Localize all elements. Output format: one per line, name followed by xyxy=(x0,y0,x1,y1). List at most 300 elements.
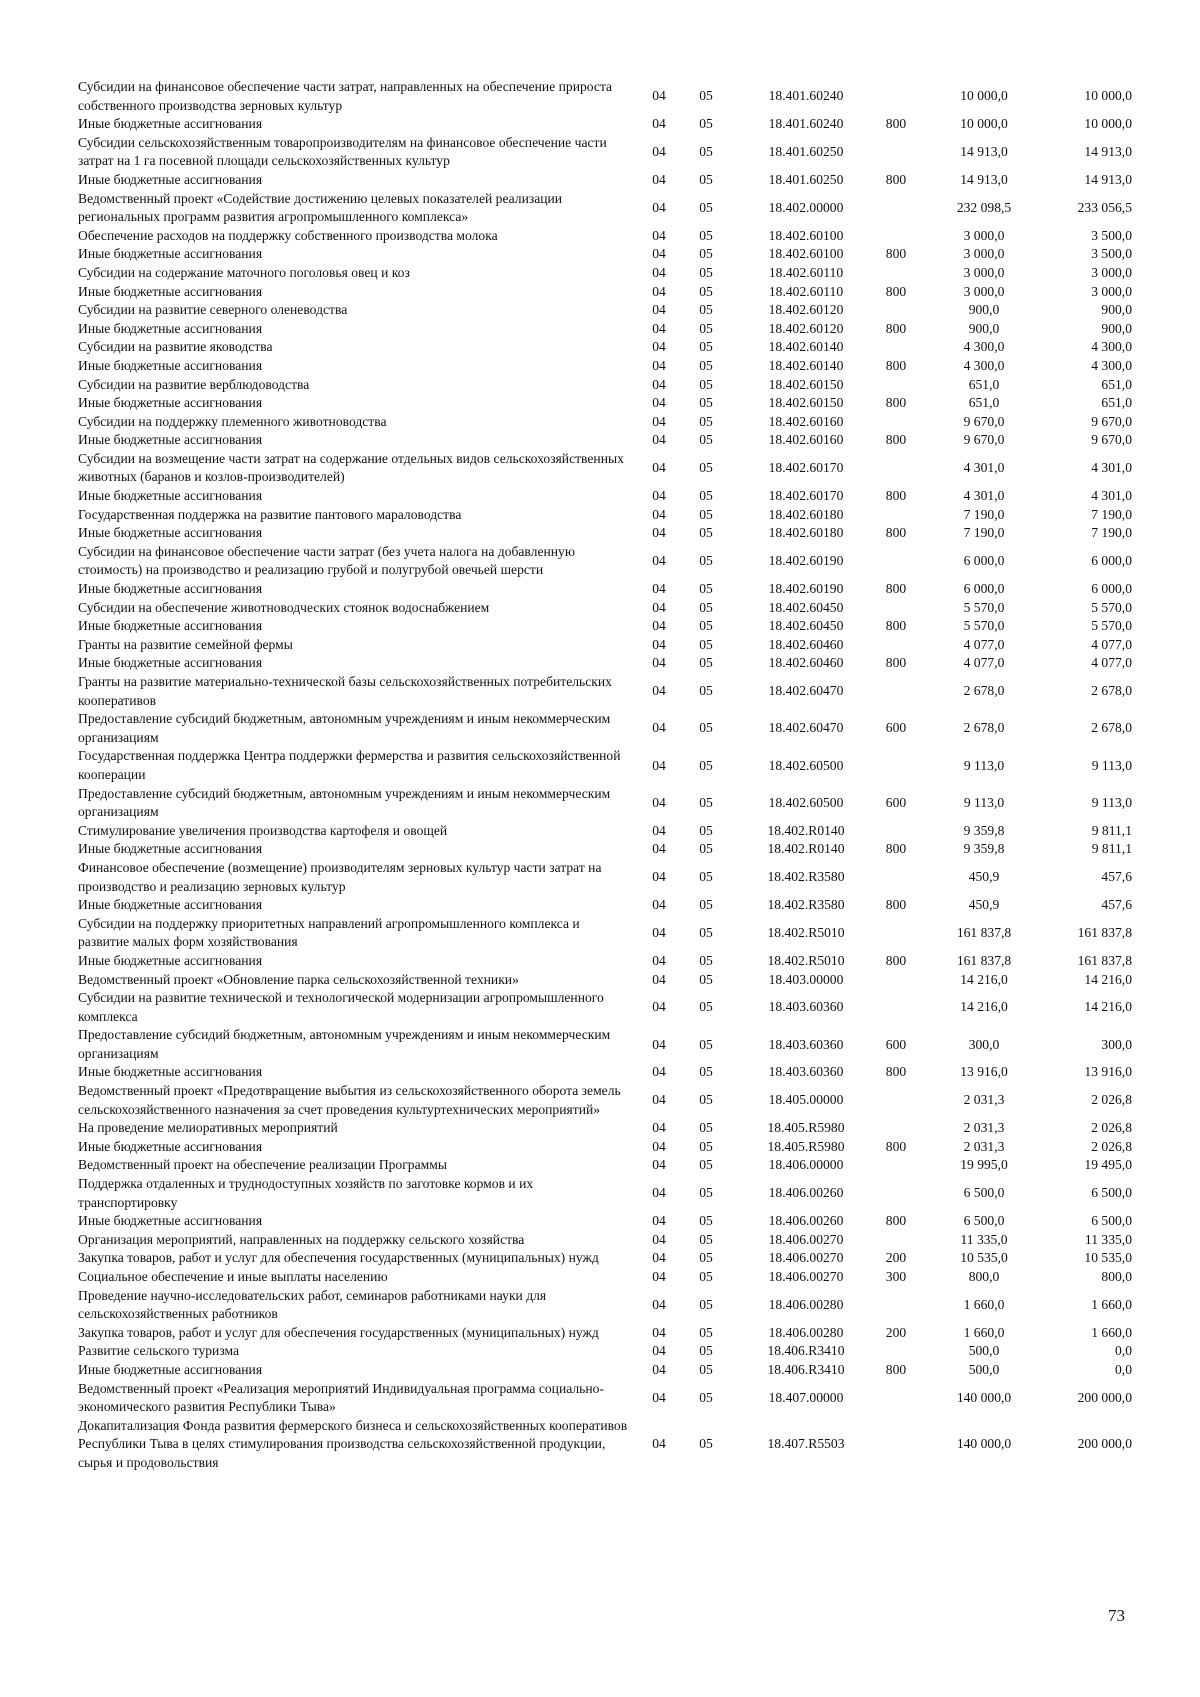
row-name: Предоставление субсидий бюджетным, автономным учреждениям и иным некоммерческим организациям xyxy=(78,785,611,820)
subsection-code: 05 xyxy=(699,488,713,504)
subsection-code: 05 xyxy=(699,302,713,318)
amount-year-2: 800,0 xyxy=(1101,1269,1132,1284)
row-name: Финансовое обеспечение (возмещение) производителям зерновых культур части затрат на производство и реализацию зерновых культур xyxy=(78,859,602,894)
amount-year-2: 6 000,0 xyxy=(1091,581,1132,597)
amount-year-1: 4 300,0 xyxy=(963,357,1005,373)
expense-type-code xyxy=(872,1380,920,1417)
table-row xyxy=(78,747,1138,784)
amount-year-2: 4 077,0 xyxy=(1091,655,1132,671)
table-row xyxy=(78,1324,1138,1343)
table-row xyxy=(78,673,1138,710)
section-code: 04 xyxy=(652,1138,666,1154)
amount-year-2: 0,0 xyxy=(1115,1343,1132,1359)
section-code: 04 xyxy=(652,246,666,262)
subsection-code: 05 xyxy=(699,553,713,569)
row-name: Ведомственный проект на обеспечение реализации Программы xyxy=(78,1157,447,1173)
section-code: 04 xyxy=(652,1324,666,1340)
expense-type-code xyxy=(872,450,920,487)
expense-type-code: 800 xyxy=(885,116,907,132)
subsection-code: 05 xyxy=(699,822,713,838)
expense-type-code: 800 xyxy=(885,1064,907,1080)
subsection-code: 05 xyxy=(699,683,713,699)
amount-year-1: 9 670,0 xyxy=(963,432,1005,448)
expense-type-code: 800 xyxy=(885,357,907,373)
row-name: Государственная поддержка Центра поддержки фермерства и развития сельскохозяйственной кооперации xyxy=(78,748,621,782)
subsection-code: 05 xyxy=(699,999,713,1015)
section-code: 04 xyxy=(652,88,666,104)
amount-year-1: 9 113,0 xyxy=(963,794,1005,810)
amount-year-1: 2 678,0 xyxy=(963,720,1005,736)
expense-type-code: 200 xyxy=(885,1324,907,1340)
section-code: 04 xyxy=(652,952,666,968)
row-name: Развитие сельского туризма xyxy=(78,1343,240,1359)
target-article-code: 18.406.00280 xyxy=(768,1324,844,1340)
row-name: Организация мероприятий, направленных на поддержку сельского хозяйства xyxy=(78,1231,525,1247)
section-code: 04 xyxy=(652,376,666,392)
section-code: 04 xyxy=(652,636,666,652)
amount-year-2: 4 077,0 xyxy=(1091,636,1132,652)
amount-year-2: 14 913,0 xyxy=(1084,171,1132,187)
subsection-code: 05 xyxy=(699,525,713,541)
amount-year-1: 6 000,0 xyxy=(963,553,1005,569)
amount-year-2: 4 300,0 xyxy=(1091,339,1132,355)
amount-year-2: 9 811,1 xyxy=(1091,841,1132,857)
amount-year-1: 9 670,0 xyxy=(963,413,1005,429)
expense-type-code: 800 xyxy=(885,320,907,336)
target-article-code: 18.403.00000 xyxy=(768,971,844,987)
target-article-code: 18.402.60140 xyxy=(768,339,844,355)
target-article-code: 18.402.60450 xyxy=(768,599,844,615)
row-name: Субсидии на развитие яководства xyxy=(78,339,273,355)
target-article-code: 18.406.00270 xyxy=(768,1231,844,1247)
row-name: Иные бюджетные ассигнования xyxy=(78,283,263,299)
subsection-code: 05 xyxy=(699,1120,713,1136)
section-code: 04 xyxy=(652,841,666,857)
amount-year-2: 9 670,0 xyxy=(1091,432,1132,448)
row-name: Иные бюджетные ассигнования xyxy=(78,171,263,187)
amount-year-2: 457,6 xyxy=(1101,869,1132,885)
expense-type-code: 800 xyxy=(885,897,907,913)
row-name: Иные бюджетные ассигнования xyxy=(78,581,263,597)
expense-type-code xyxy=(872,1175,920,1212)
subsection-code: 05 xyxy=(699,1269,713,1284)
table-row xyxy=(78,245,1138,264)
row-name: Субсидии на возмещение части затрат на содержание отдельных видов сельскохозяйственных животных (баранов и козлов-производителей) xyxy=(78,450,624,485)
expense-type-code xyxy=(872,599,920,618)
expense-type-code: 800 xyxy=(885,283,907,299)
target-article-code: 18.402.60180 xyxy=(768,525,844,541)
row-name: Иные бюджетные ассигнования xyxy=(78,1138,263,1154)
amount-year-1: 232 098,5 xyxy=(956,199,1012,215)
expense-type-code: 800 xyxy=(885,655,907,671)
subsection-code: 05 xyxy=(699,1324,713,1340)
amount-year-2: 900,0 xyxy=(1101,320,1132,336)
amount-year-2: 3 000,0 xyxy=(1091,264,1132,280)
amount-year-2: 19 495,0 xyxy=(1084,1157,1132,1173)
amount-year-2: 4 301,0 xyxy=(1091,488,1132,504)
section-code: 04 xyxy=(652,553,666,569)
amount-year-2: 9 113,0 xyxy=(1091,794,1132,810)
table-row xyxy=(78,320,1138,339)
section-code: 04 xyxy=(652,794,666,810)
expense-type-code xyxy=(872,1342,920,1361)
table-row xyxy=(78,376,1138,395)
page-number: 73 xyxy=(1108,1606,1125,1625)
row-name: Субсидии на финансовое обеспечение части затрат (без учета налога на добавленную стоимость) на производство и реализацию грубой и полугрубой овечьей шерсти xyxy=(78,543,575,578)
expense-type-code xyxy=(872,636,920,655)
subsection-code: 05 xyxy=(699,432,713,448)
section-code: 04 xyxy=(652,302,666,318)
section-code: 04 xyxy=(652,869,666,885)
table-row xyxy=(78,1417,1138,1473)
table-row xyxy=(78,1063,1138,1082)
row-name: Ведомственный проект «Обновление парка сельскохозяйственной техники» xyxy=(78,971,519,987)
subsection-code: 05 xyxy=(699,1361,713,1377)
amount-year-1: 7 190,0 xyxy=(963,506,1005,522)
row-name: Иные бюджетные ассигнования xyxy=(78,488,263,504)
target-article-code: 18.402.R5010 xyxy=(767,952,845,968)
amount-year-2: 3 000,0 xyxy=(1091,283,1132,299)
subsection-code: 05 xyxy=(699,618,713,634)
table-row xyxy=(78,1026,1138,1063)
expense-type-code: 600 xyxy=(885,1036,907,1052)
expense-type-code xyxy=(872,1119,920,1138)
amount-year-2: 1 660,0 xyxy=(1091,1324,1132,1340)
amount-year-1: 5 570,0 xyxy=(963,618,1005,634)
expense-type-code: 200 xyxy=(885,1250,907,1266)
subsection-code: 05 xyxy=(699,1213,713,1229)
target-article-code: 18.402.60500 xyxy=(768,757,844,773)
target-article-code: 18.402.60170 xyxy=(768,460,844,476)
amount-year-1: 2 678,0 xyxy=(963,683,1005,699)
expense-type-code xyxy=(872,989,920,1026)
table-row xyxy=(78,301,1138,320)
row-name: Иные бюджетные ассигнования xyxy=(78,395,263,411)
expense-type-code xyxy=(872,1231,920,1250)
amount-year-2: 1 660,0 xyxy=(1091,1296,1132,1312)
subsection-code: 05 xyxy=(699,199,713,215)
subsection-code: 05 xyxy=(699,869,713,885)
section-code: 04 xyxy=(652,1157,666,1173)
target-article-code: 18.402.00000 xyxy=(768,199,844,215)
amount-year-2: 7 190,0 xyxy=(1091,525,1132,541)
subsection-code: 05 xyxy=(699,264,713,280)
row-name: Ведомственный проект «Реализация мероприятий Индивидуальная программа социально-экономического развития Республики Тыва» xyxy=(78,1380,604,1415)
budget-table xyxy=(78,78,1138,1473)
table-row xyxy=(78,1380,1138,1417)
table-row xyxy=(78,227,1138,246)
row-name: Иные бюджетные ассигнования xyxy=(78,618,263,634)
section-code: 04 xyxy=(652,432,666,448)
amount-year-1: 19 995,0 xyxy=(960,1157,1008,1173)
section-code: 04 xyxy=(652,171,666,187)
section-code: 04 xyxy=(652,199,666,215)
expense-type-code xyxy=(872,673,920,710)
section-code: 04 xyxy=(652,357,666,373)
row-name: Социальное обеспечение и иные выплаты населению xyxy=(78,1269,388,1284)
row-name: Иные бюджетные ассигнования xyxy=(78,246,263,262)
amount-year-1: 1 660,0 xyxy=(963,1324,1005,1340)
amount-year-1: 13 916,0 xyxy=(960,1064,1008,1080)
section-code: 04 xyxy=(652,757,666,773)
row-name: Государственная поддержка на развитие пантового мараловодства xyxy=(78,506,462,522)
table-row xyxy=(78,115,1138,134)
amount-year-1: 3 000,0 xyxy=(963,227,1005,243)
row-name: Закупка товаров, работ и услуг для обеспечения государственных (муниципальных) нужд xyxy=(78,1250,599,1266)
amount-year-2: 2 026,8 xyxy=(1091,1120,1132,1136)
section-code: 04 xyxy=(652,525,666,541)
amount-year-2: 6 500,0 xyxy=(1091,1213,1132,1229)
row-name: Субсидии на поддержку племенного животноводства xyxy=(78,413,387,429)
section-code: 04 xyxy=(652,897,666,913)
row-name: Иные бюджетные ассигнования xyxy=(78,655,263,671)
amount-year-1: 6 500,0 xyxy=(963,1185,1005,1201)
target-article-code: 18.402.60160 xyxy=(768,413,844,429)
section-code: 04 xyxy=(652,1296,666,1312)
target-article-code: 18.402.60460 xyxy=(768,636,844,652)
section-code: 04 xyxy=(652,1436,666,1452)
target-article-code: 18.402.60150 xyxy=(768,376,844,392)
amount-year-1: 450,9 xyxy=(968,897,1000,913)
table-row xyxy=(78,1361,1138,1380)
expense-type-code: 800 xyxy=(885,525,907,541)
amount-year-1: 651,0 xyxy=(968,376,1000,392)
target-article-code: 18.402.R3580 xyxy=(767,897,845,913)
subsection-code: 05 xyxy=(699,581,713,597)
subsection-code: 05 xyxy=(699,1250,713,1266)
table-row xyxy=(78,710,1138,747)
row-name: Субсидии на развитие технической и технологической модернизации агропромышленного комплекса xyxy=(78,990,604,1024)
table-row xyxy=(78,1249,1138,1268)
table-row xyxy=(78,450,1138,487)
table-row xyxy=(78,1119,1138,1138)
row-name: Субсидии на поддержку приоритетных направлений агропромышленного комплекса и развитие малых форм хозяйствования xyxy=(78,915,580,950)
amount-year-2: 233 056,5 xyxy=(1077,199,1132,215)
row-name: Поддержка отдаленных и труднодоступных хозяйств по заготовке кормов и их транспортировку xyxy=(78,1176,534,1210)
expense-type-code xyxy=(872,264,920,283)
table-row xyxy=(78,413,1138,432)
section-code: 04 xyxy=(652,655,666,671)
target-article-code: 18.405.R5980 xyxy=(767,1120,845,1136)
amount-year-2: 200 000,0 xyxy=(1077,1436,1132,1452)
amount-year-1: 6 500,0 xyxy=(963,1213,1005,1229)
expense-type-code: 800 xyxy=(885,841,907,857)
amount-year-1: 7 190,0 xyxy=(963,525,1005,541)
target-article-code: 18.402.R5010 xyxy=(767,925,845,941)
section-code: 04 xyxy=(652,1361,666,1377)
table-row xyxy=(78,952,1138,971)
section-code: 04 xyxy=(652,1185,666,1201)
table-row xyxy=(78,989,1138,1026)
amount-year-2: 651,0 xyxy=(1101,376,1132,392)
subsection-code: 05 xyxy=(699,320,713,336)
amount-year-1: 4 301,0 xyxy=(963,488,1005,504)
table-row xyxy=(78,599,1138,618)
table-row xyxy=(78,431,1138,450)
table-row xyxy=(78,859,1138,896)
amount-year-1: 2 031,3 xyxy=(963,1092,1005,1108)
target-article-code: 18.402.60100 xyxy=(768,227,844,243)
amount-year-1: 4 301,0 xyxy=(963,460,1005,476)
expense-type-code xyxy=(872,1287,920,1324)
amount-year-1: 3 000,0 xyxy=(963,264,1005,280)
row-name: Иные бюджетные ассигнования xyxy=(78,897,263,913)
target-article-code: 18.402.60190 xyxy=(768,581,844,597)
amount-year-2: 2 678,0 xyxy=(1091,683,1132,699)
amount-year-2: 4 301,0 xyxy=(1091,460,1132,476)
section-code: 04 xyxy=(652,822,666,838)
expense-type-code xyxy=(872,190,920,227)
target-article-code: 18.402.R0140 xyxy=(767,841,845,857)
row-name: Ведомственный проект «Предотвращение выбытия из сельскохозяйственного оборота земель сельскохозяйственного назначения за счет проведения культуртехнических мероприятий» xyxy=(78,1083,621,1117)
amount-year-1: 300,0 xyxy=(968,1036,1000,1052)
target-article-code: 18.406.00000 xyxy=(768,1157,844,1173)
subsection-code: 05 xyxy=(699,1036,713,1052)
table-row xyxy=(78,264,1138,283)
table-row xyxy=(78,506,1138,525)
section-code: 04 xyxy=(652,1231,666,1247)
subsection-code: 05 xyxy=(699,88,713,104)
target-article-code: 18.402.R3580 xyxy=(767,869,845,885)
row-name: Субсидии на развитие северного оленеводства xyxy=(78,302,348,318)
subsection-code: 05 xyxy=(699,1157,713,1173)
amount-year-1: 3 000,0 xyxy=(963,246,1005,262)
target-article-code: 18.402.60500 xyxy=(768,794,844,810)
row-name: Субсидии на содержание маточного поголовья овец и коз xyxy=(78,264,410,280)
target-article-code: 18.406.00260 xyxy=(768,1185,844,1201)
subsection-code: 05 xyxy=(699,1231,713,1247)
amount-year-2: 9 811,1 xyxy=(1091,822,1132,838)
target-article-code: 18.402.60110 xyxy=(768,264,844,280)
table-row xyxy=(78,171,1138,190)
section-code: 04 xyxy=(652,1250,666,1266)
section-code: 04 xyxy=(652,1269,666,1284)
expense-type-code xyxy=(872,971,920,990)
table-row xyxy=(78,915,1138,952)
row-name: Иные бюджетные ассигнования xyxy=(78,1064,263,1080)
amount-year-2: 9 670,0 xyxy=(1091,413,1132,429)
row-name: Субсидии на обеспечение животноводческих стоянок водоснабжением xyxy=(78,599,490,615)
amount-year-1: 4 077,0 xyxy=(963,655,1005,671)
expense-type-code: 800 xyxy=(885,618,907,634)
amount-year-2: 5 570,0 xyxy=(1091,618,1132,634)
target-article-code: 18.406.R3410 xyxy=(767,1361,845,1377)
subsection-code: 05 xyxy=(699,376,713,392)
amount-year-2: 2 026,8 xyxy=(1091,1138,1132,1154)
subsection-code: 05 xyxy=(699,1092,713,1108)
amount-year-2: 3 500,0 xyxy=(1091,246,1132,262)
amount-year-2: 2 026,8 xyxy=(1091,1092,1132,1108)
target-article-code: 18.403.60360 xyxy=(768,1036,844,1052)
table-row xyxy=(78,1231,1138,1250)
amount-year-1: 161 837,8 xyxy=(956,952,1012,968)
target-article-code: 18.402.60120 xyxy=(768,302,844,318)
target-article-code: 18.405.R5980 xyxy=(767,1138,845,1154)
row-name: Иные бюджетные ассигнования xyxy=(78,952,263,968)
expense-type-code xyxy=(872,822,920,841)
table-row xyxy=(78,971,1138,990)
table-row xyxy=(78,1156,1138,1175)
target-article-code: 18.401.60250 xyxy=(768,144,844,160)
amount-year-1: 4 300,0 xyxy=(963,339,1005,355)
target-article-code: 18.402.60100 xyxy=(768,246,844,262)
expense-type-code: 800 xyxy=(885,952,907,968)
amount-year-2: 14 913,0 xyxy=(1084,144,1132,160)
amount-year-1: 140 000,0 xyxy=(956,1389,1012,1405)
expense-type-code: 800 xyxy=(885,395,907,411)
expense-type-code: 800 xyxy=(885,432,907,448)
row-name: Стимулирование увеличения производства картофеля и овощей xyxy=(78,822,448,838)
amount-year-2: 10 535,0 xyxy=(1084,1250,1132,1266)
subsection-code: 05 xyxy=(699,841,713,857)
target-article-code: 18.402.R0140 xyxy=(767,822,845,838)
amount-year-1: 4 077,0 xyxy=(963,636,1005,652)
row-name: Субсидии на финансовое обеспечение части затрат, направленных на обеспечение прироста собственного производства зерновых культур xyxy=(78,79,613,113)
expense-type-code: 600 xyxy=(885,720,907,736)
amount-year-1: 14 216,0 xyxy=(960,999,1008,1015)
subsection-code: 05 xyxy=(699,339,713,355)
subsection-code: 05 xyxy=(699,283,713,299)
amount-year-2: 7 190,0 xyxy=(1091,506,1132,522)
row-name: Закупка товаров, работ и услуг для обеспечения государственных (муниципальных) нужд xyxy=(78,1324,599,1340)
table-row xyxy=(78,1342,1138,1361)
table-row xyxy=(78,1212,1138,1231)
expense-type-code xyxy=(872,543,920,580)
table-row xyxy=(78,543,1138,580)
amount-year-2: 6 000,0 xyxy=(1091,553,1132,569)
subsection-code: 05 xyxy=(699,357,713,373)
target-article-code: 18.406.00260 xyxy=(768,1213,844,1229)
amount-year-1: 10 000,0 xyxy=(960,88,1008,104)
row-name: Иные бюджетные ассигнования xyxy=(78,841,263,857)
target-article-code: 18.402.60470 xyxy=(768,720,844,736)
section-code: 04 xyxy=(652,506,666,522)
table-row xyxy=(78,1268,1138,1287)
amount-year-1: 14 913,0 xyxy=(960,144,1008,160)
target-article-code: 18.402.60190 xyxy=(768,553,844,569)
row-name: Иные бюджетные ассигнования xyxy=(78,525,263,541)
table-row xyxy=(78,134,1138,171)
row-name: Иные бюджетные ассигнования xyxy=(78,357,263,373)
amount-year-2: 13 916,0 xyxy=(1084,1064,1132,1080)
target-article-code: 18.403.60360 xyxy=(768,1064,844,1080)
subsection-code: 05 xyxy=(699,460,713,476)
target-article-code: 18.401.60250 xyxy=(768,171,844,187)
expense-type-code xyxy=(872,915,920,952)
target-article-code: 18.402.60120 xyxy=(768,320,844,336)
amount-year-2: 161 837,8 xyxy=(1077,925,1132,941)
table-row xyxy=(78,1138,1138,1157)
expense-type-code xyxy=(872,1082,920,1119)
target-article-code: 18.401.60240 xyxy=(768,88,844,104)
subsection-code: 05 xyxy=(699,794,713,810)
subsection-code: 05 xyxy=(699,971,713,987)
amount-year-1: 10 535,0 xyxy=(960,1250,1008,1266)
amount-year-2: 14 216,0 xyxy=(1084,999,1132,1015)
amount-year-2: 4 300,0 xyxy=(1091,357,1132,373)
subsection-code: 05 xyxy=(699,1343,713,1359)
amount-year-1: 2 031,3 xyxy=(963,1120,1005,1136)
section-code: 04 xyxy=(652,227,666,243)
row-name: На проведение мелиоративных мероприятий xyxy=(78,1120,338,1136)
amount-year-1: 161 837,8 xyxy=(956,925,1012,941)
target-article-code: 18.407.00000 xyxy=(768,1389,844,1405)
subsection-code: 05 xyxy=(699,227,713,243)
target-article-code: 18.402.60110 xyxy=(768,283,844,299)
section-code: 04 xyxy=(652,683,666,699)
target-article-code: 18.401.60240 xyxy=(768,116,844,132)
amount-year-2: 5 570,0 xyxy=(1091,599,1132,615)
